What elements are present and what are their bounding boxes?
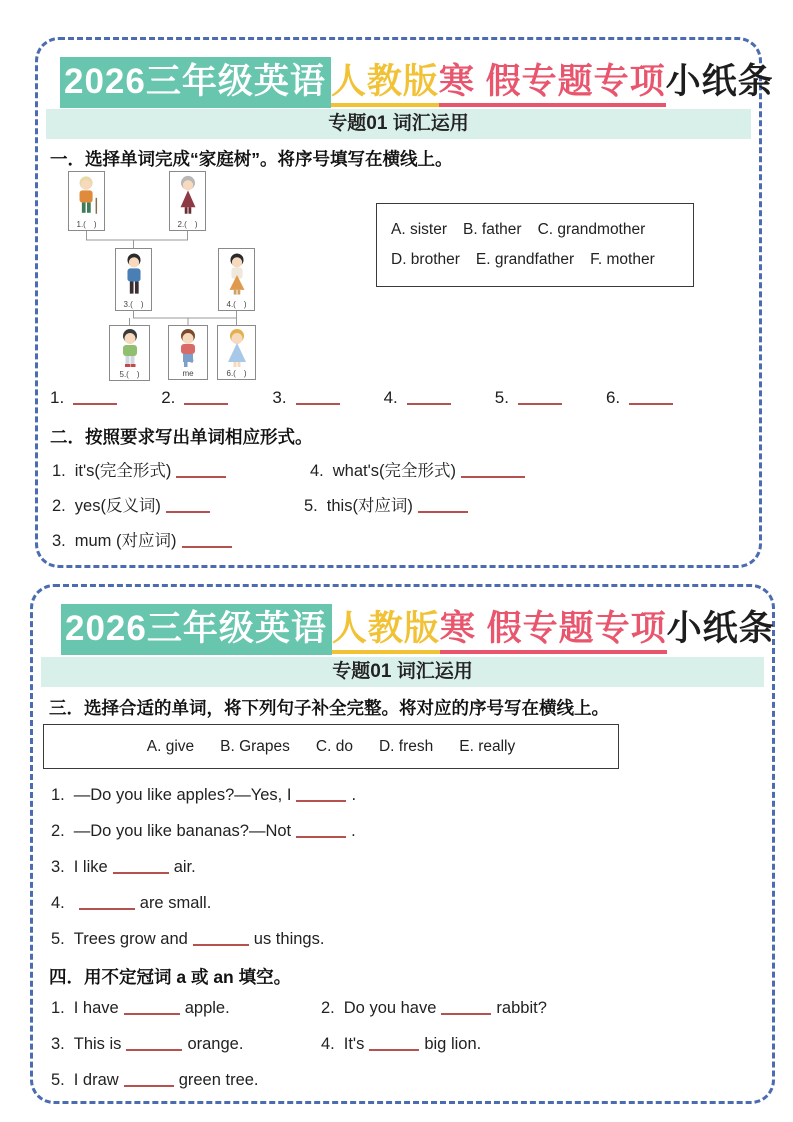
word-bank-option: D. brother xyxy=(391,251,460,268)
tree-label: 2.( ) xyxy=(177,220,198,229)
answer-slot: 4. xyxy=(384,388,456,408)
section3-item-2: 2. —Do you like bananas?—Not . xyxy=(51,822,356,840)
family-tree-box-me xyxy=(168,325,208,380)
title-grade-highlight: 2026三年级英语 xyxy=(60,57,331,108)
tree-label: 3.( ) xyxy=(123,300,144,309)
topic-bar: 专题01 词汇运用 xyxy=(46,109,751,139)
section2-item-4: 4. what's(完全形式) xyxy=(310,457,530,481)
answer-blank[interactable] xyxy=(441,1002,491,1015)
worksheet-panel-2 xyxy=(30,584,775,1104)
mother-illustration xyxy=(223,251,251,298)
word-bank-option: D. fresh xyxy=(378,737,434,755)
word-bank-option: A. sister xyxy=(391,221,447,238)
family-tree-box-grandmother xyxy=(169,171,206,231)
answer-blank[interactable] xyxy=(182,535,232,548)
family-tree-box-father xyxy=(115,248,152,311)
section3-item-5: 5. Trees grow and us things. xyxy=(51,930,325,948)
title-suffix: 小纸条 xyxy=(666,609,775,648)
section3-heading: 三．选择合适的单词，将下列句子补全完整。将对应的序号写在横线上。 xyxy=(49,698,609,718)
word-bank-option: B. father xyxy=(462,221,522,238)
answer-blank[interactable] xyxy=(124,1002,180,1015)
answer-blank[interactable] xyxy=(418,500,468,513)
tree-label: 5.( ) xyxy=(119,370,140,379)
answer-blank[interactable] xyxy=(166,500,210,513)
page-title xyxy=(60,54,774,104)
word-bank-option: E. really xyxy=(459,737,516,755)
answer-blank[interactable] xyxy=(296,392,340,405)
section3-item-4: 4. are small. xyxy=(51,894,212,912)
title-edition: 人教版 xyxy=(332,609,440,654)
topic-bar: 专题01 词汇运用 xyxy=(41,657,764,687)
section2-heading: 二．按照要求写出单词相应形式。 xyxy=(50,427,313,447)
word-bank-option: E. grandfather xyxy=(475,251,575,268)
section1-answer-blanks xyxy=(50,388,678,408)
section4-item-5: 5. I draw green tree. xyxy=(51,1071,259,1089)
section2-item-2: 2. yes(反义词) xyxy=(52,492,215,516)
answer-slot: 1. xyxy=(50,388,122,408)
tree-label: 6.( ) xyxy=(226,369,247,378)
girl-me-illustration xyxy=(173,328,203,368)
grandfather-illustration xyxy=(73,174,101,218)
section2-item-3: 3. mum (对应词) xyxy=(52,527,237,551)
section2-item-1: 1. it's(完全形式) xyxy=(52,457,231,481)
title-topic: 寒 假专题专项 xyxy=(439,62,666,107)
title-grade-highlight: 2026三年级英语 xyxy=(61,604,332,655)
family-tree-box-brother xyxy=(109,325,150,381)
worksheet-panel-1 xyxy=(35,37,774,568)
word-bank-option: F. mother xyxy=(590,251,655,268)
section4-item-1: 1. I have apple. xyxy=(51,999,230,1017)
title-edition: 人教版 xyxy=(331,62,439,107)
section4-item-3: 3. This is orange. xyxy=(51,1035,244,1053)
answer-slot: 6. xyxy=(606,388,678,408)
family-tree-box-sister xyxy=(217,325,256,380)
answer-slot: 5. xyxy=(495,388,567,408)
answer-blank[interactable] xyxy=(296,789,346,802)
word-bank-option: B. Grapes xyxy=(220,737,290,755)
family-tree-box-grandfather xyxy=(68,171,105,231)
answer-slot: 3. xyxy=(272,388,344,408)
tree-label: 1.( ) xyxy=(76,220,97,229)
grandmother-illustration xyxy=(174,174,202,218)
section3-item-3: 3. I like air. xyxy=(51,858,196,876)
answer-blank[interactable] xyxy=(629,392,673,405)
answer-blank[interactable] xyxy=(461,465,525,478)
section1-word-bank xyxy=(376,203,694,287)
page-title xyxy=(61,601,775,651)
answer-blank[interactable] xyxy=(124,1074,174,1087)
family-tree-box-mother xyxy=(218,248,255,311)
word-bank-option: A. give xyxy=(146,737,195,755)
section2-item-5: 5. this(对应词) xyxy=(304,492,473,516)
answer-blank[interactable] xyxy=(113,861,169,874)
answer-slot: 2. xyxy=(161,388,233,408)
tree-label: me xyxy=(182,369,194,378)
word-bank-option: C. grandmother xyxy=(537,221,646,238)
answer-blank[interactable] xyxy=(126,1038,182,1051)
word-bank-line xyxy=(391,215,679,245)
tree-label: 4.( ) xyxy=(226,300,247,309)
girl-sister-illustration xyxy=(222,328,252,368)
father-illustration xyxy=(120,251,148,298)
answer-blank[interactable] xyxy=(184,392,228,405)
word-bank-option: C. do xyxy=(315,737,353,755)
title-suffix: 小纸条 xyxy=(665,62,774,101)
answer-blank[interactable] xyxy=(176,465,226,478)
boy-illustration xyxy=(115,328,145,368)
answer-blank[interactable] xyxy=(407,392,451,405)
section3-item-1: 1. —Do you like apples?—Yes, I . xyxy=(51,786,357,804)
answer-blank[interactable] xyxy=(518,392,562,405)
answer-blank[interactable] xyxy=(79,897,135,910)
section1-heading: 一．选择单词完成“家庭树”。将序号填写在横线上。 xyxy=(50,149,453,169)
section3-word-bank xyxy=(43,724,619,769)
title-topic: 寒 假专题专项 xyxy=(440,609,667,654)
answer-blank[interactable] xyxy=(193,933,249,946)
section4-item-2: 2. Do you have rabbit? xyxy=(321,999,547,1017)
answer-blank[interactable] xyxy=(369,1038,419,1051)
section4-heading: 四．用不定冠词 a 或 an 填空。 xyxy=(49,967,292,987)
section4-item-4: 4. It's big lion. xyxy=(321,1035,482,1053)
answer-blank[interactable] xyxy=(73,392,117,405)
word-bank-line xyxy=(391,245,679,275)
answer-blank[interactable] xyxy=(296,825,346,838)
